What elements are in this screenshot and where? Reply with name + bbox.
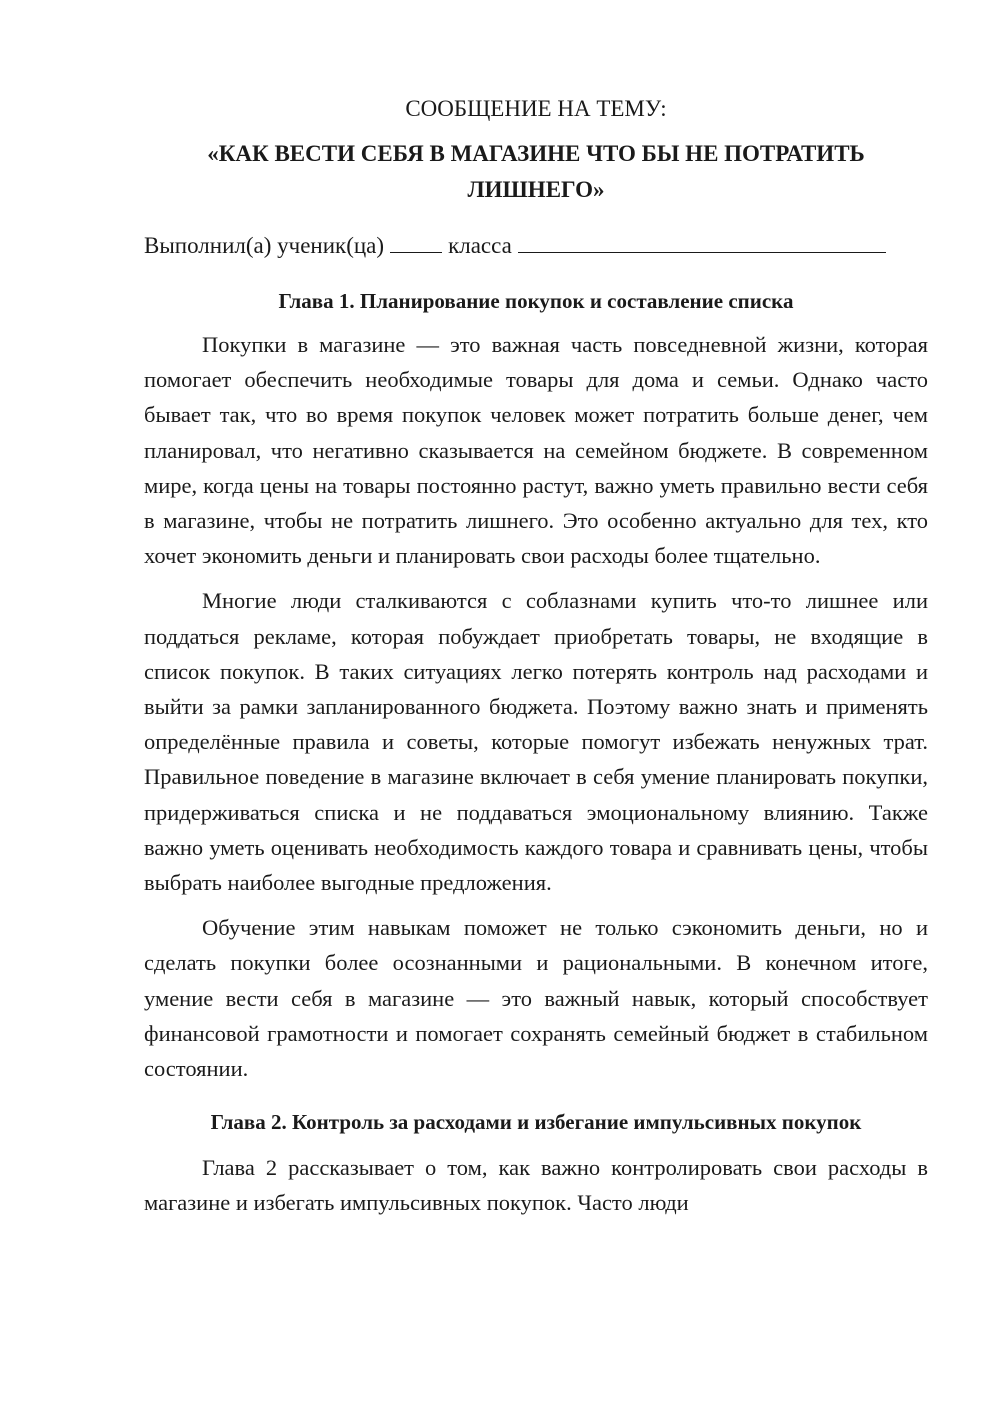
class-label: класса (448, 233, 512, 258)
document-title: «КАК ВЕСТИ СЕБЯ В МАГАЗИНЕ ЧТО БЫ НЕ ПОТРАТИТЬ ЛИШНЕГО» (207, 141, 865, 202)
chapter-2-heading: Глава 2. Контроль за расходами и избегание импульсивных покупок (210, 1110, 862, 1135)
document-page (144, 92, 928, 1231)
class-blank-field (390, 228, 442, 253)
chapter-2-paragraph-1: Глава 2 рассказывает о том, как важно контролировать свои расходы в магазине и избегать импульсивных покупок. Часто люди (144, 1155, 928, 1216)
document-kicker: СООБЩЕНИЕ НА ТЕМУ: (405, 96, 667, 121)
chapter-1-heading: Глава 1. Планирование покупок и составление списка (278, 289, 794, 313)
student-label: Выполнил(а) ученик(ца) (144, 233, 385, 258)
name-blank-field (518, 228, 886, 253)
author-line (144, 228, 928, 263)
chapter-1-paragraph-2: Многие люди сталкиваются с соблазнами купить что-то лишнее или поддаться рекламе, которая побуждает приобретать товары, не входящие в список покупок. В таких ситуациях легко потерять контроль над расходами и выйти за рамки запланированного бюджета. Поэтому важно знать и применять определённые правила и советы, которые помогут избежать ненужных трат. Правильное поведение в магазине включает в себя умение планировать покупки, придерживаться списка и не поддаваться эмоциональному влиянию. Также важно уметь оценивать необходимость каждого товара и сравнивать цены, чтобы выбрать наиболее выгодные предложения. (144, 588, 928, 896)
chapter-1-paragraph-1: Покупки в магазине — это важная часть повседневной жизни, которая помогает обеспечить необходимые товары для дома и семьи. Однако часто бывает так, что во время покупок человек может потратить больше денег, чем планировал, что негативно сказывается на семейном бюджете. В современном мире, когда цены на товары постоянно растут, важно уметь правильно вести себя в магазине, чтобы не потратить лишнего. Это особенно актуально для тех, кто хочет экономить деньги и планировать свои расходы более тщательно. (144, 332, 928, 569)
chapter-1-paragraph-3: Обучение этим навыкам поможет не только сэкономить деньги, но и сделать покупки более осознанными и рациональными. В конечном итоге, умение вести себя в магазине — это важный навык, который способствует финансовой грамотности и помогает сохранять семейный бюджет в стабильном состоянии. (144, 915, 928, 1082)
